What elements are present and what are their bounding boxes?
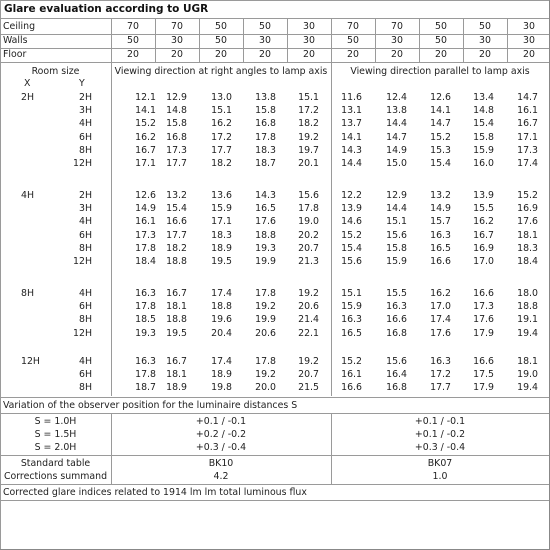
ugr-value-right: 20.1: [298, 158, 319, 169]
ugr-value-parallel: 13.9: [473, 190, 494, 201]
ugr-value-parallel: 15.4: [473, 118, 494, 129]
ugr-value-parallel: 16.3: [386, 301, 407, 312]
ugr-value-right: 12.6: [135, 190, 156, 201]
variation-right: +0.2 / -0.2: [195, 429, 247, 440]
ugr-value-right: 16.8: [166, 132, 187, 143]
ugr-value-right: 19.3: [135, 328, 156, 339]
room-x-value: 8H: [21, 288, 35, 299]
ugr-value-right: 19.7: [298, 145, 319, 156]
ugr-value-right: 20.0: [255, 382, 276, 393]
param-value: 50: [435, 35, 447, 46]
ugr-value-parallel: 16.3: [341, 314, 362, 325]
x-axis-header: X: [24, 78, 31, 89]
ugr-value-parallel: 14.7: [430, 118, 451, 129]
ugr-value-right: 14.8: [166, 105, 187, 116]
ugr-value-parallel: 17.9: [473, 382, 494, 393]
row-divider: [0, 413, 549, 414]
param-value: 30: [303, 35, 315, 46]
ugr-value-right: 16.7: [166, 288, 187, 299]
ugr-value-right: 17.3: [166, 145, 187, 156]
ugr-value-right: 16.3: [135, 356, 156, 367]
column-divider: [507, 18, 508, 62]
ugr-value-right: 17.8: [298, 203, 319, 214]
param-value: 20: [523, 49, 535, 60]
ugr-value-right: 15.8: [255, 105, 276, 116]
ugr-value-right: 16.8: [255, 118, 276, 129]
ugr-value-right: 19.2: [298, 132, 319, 143]
ugr-value-parallel: 17.4: [517, 158, 538, 169]
row-divider: [0, 0, 549, 1]
ugr-value-parallel: 15.6: [386, 230, 407, 241]
ugr-value-right: 12.1: [135, 92, 156, 103]
ugr-value-right: 14.9: [135, 203, 156, 214]
ugr-value-parallel: 14.4: [386, 203, 407, 214]
ugr-value-parallel: 14.9: [430, 203, 451, 214]
param-value: 30: [523, 35, 535, 46]
ugr-value-parallel: 18.1: [517, 230, 538, 241]
ugr-value-parallel: 14.7: [517, 92, 538, 103]
param-value: 30: [391, 35, 403, 46]
ugr-value-parallel: 15.0: [386, 158, 407, 169]
variation-s: S = 2.0H: [34, 442, 77, 453]
row-divider: [0, 18, 549, 19]
ugr-value-right: 19.8: [211, 382, 232, 393]
ugr-value-right: 18.8: [166, 314, 187, 325]
ugr-value-right: 19.5: [211, 256, 232, 267]
room-size-header: Room size: [31, 66, 80, 77]
ugr-value-parallel: 15.9: [386, 256, 407, 267]
ugr-value-right: 19.2: [298, 356, 319, 367]
ugr-value-right: 18.2: [166, 243, 187, 254]
param-value: 70: [391, 21, 403, 32]
ugr-value-right: 18.3: [211, 230, 232, 241]
param-label-walls: Walls: [3, 35, 28, 46]
ugr-value-parallel: 16.6: [386, 314, 407, 325]
ugr-value-right: 15.1: [211, 105, 232, 116]
ugr-value-parallel: 15.5: [386, 288, 407, 299]
ugr-value-parallel: 18.1: [517, 356, 538, 367]
ugr-value-right: 18.9: [211, 369, 232, 380]
ugr-value-parallel: 11.6: [341, 92, 362, 103]
param-value: 50: [215, 21, 227, 32]
ugr-value-parallel: 17.5: [473, 369, 494, 380]
ugr-value-parallel: 16.2: [430, 288, 451, 299]
ugr-value-parallel: 16.5: [341, 328, 362, 339]
ugr-value-right: 18.8: [211, 301, 232, 312]
ugr-value-parallel: 13.2: [430, 190, 451, 201]
ugr-value-right: 15.6: [298, 190, 319, 201]
param-value: 30: [523, 21, 535, 32]
ugr-value-parallel: 14.8: [473, 105, 494, 116]
ugr-value-right: 19.9: [255, 314, 276, 325]
ugr-value-parallel: 16.0: [473, 158, 494, 169]
ugr-value-right: 21.4: [298, 314, 319, 325]
ugr-value-right: 18.4: [135, 256, 156, 267]
ugr-value-right: 18.9: [211, 243, 232, 254]
ugr-value-right: 18.8: [255, 230, 276, 241]
ugr-value-right: 17.8: [255, 132, 276, 143]
ugr-value-parallel: 19.1: [517, 314, 538, 325]
column-divider: [419, 18, 420, 62]
room-y-value: 8H: [78, 243, 92, 254]
ugr-value-right: 21.5: [298, 382, 319, 393]
param-value: 50: [215, 35, 227, 46]
ugr-value-right: 18.2: [211, 158, 232, 169]
row-divider: [0, 62, 549, 63]
corrections-label: Corrections summand: [3, 471, 108, 482]
ugr-value-right: 17.7: [166, 158, 187, 169]
param-label-ceiling: Ceiling: [3, 21, 36, 32]
ugr-value-parallel: 15.1: [386, 216, 407, 227]
room-x-value: 2H: [21, 92, 35, 103]
ugr-value-parallel: 16.7: [473, 230, 494, 241]
ugr-value-right: 20.6: [298, 301, 319, 312]
ugr-value-parallel: 12.9: [386, 190, 407, 201]
ugr-value-parallel: 14.3: [341, 145, 362, 156]
ugr-value-parallel: 16.2: [473, 216, 494, 227]
ugr-value-right: 21.3: [298, 256, 319, 267]
ugr-value-parallel: 14.7: [386, 132, 407, 143]
ugr-value-right: 19.6: [211, 314, 232, 325]
standard-table-right: BK10: [208, 458, 234, 469]
param-value: 20: [259, 49, 271, 60]
ugr-value-parallel: 16.9: [517, 203, 538, 214]
ugr-value-right: 16.3: [135, 288, 156, 299]
ugr-value-right: 13.6: [211, 190, 232, 201]
ugr-value-parallel: 15.8: [473, 132, 494, 143]
ugr-value-right: 16.1: [135, 216, 156, 227]
param-value: 30: [259, 35, 271, 46]
y-axis-header: Y: [79, 78, 85, 89]
ugr-value-right: 17.4: [211, 288, 232, 299]
ugr-value-parallel: 15.9: [341, 301, 362, 312]
room-y-value: 4H: [78, 216, 92, 227]
ugr-value-parallel: 15.4: [430, 158, 451, 169]
corrections-parallel: 1.0: [432, 471, 448, 482]
ugr-value-right: 15.4: [166, 203, 187, 214]
ugr-value-parallel: 15.9: [473, 145, 494, 156]
ugr-value-right: 15.8: [166, 118, 187, 129]
param-value: 20: [479, 49, 491, 60]
ugr-value-parallel: 16.3: [430, 356, 451, 367]
ugr-value-right: 16.2: [135, 132, 156, 143]
ugr-value-parallel: 13.8: [386, 105, 407, 116]
ugr-value-parallel: 14.9: [386, 145, 407, 156]
ugr-value-right: 19.9: [255, 256, 276, 267]
ugr-value-parallel: 15.2: [341, 230, 362, 241]
column-divider: [243, 18, 244, 62]
ugr-value-parallel: 17.7: [430, 382, 451, 393]
direction-right-angles: Viewing direction at right angles to lamp axis: [114, 66, 328, 77]
ugr-value-right: 17.1: [135, 158, 156, 169]
ugr-value-right: 22.1: [298, 328, 319, 339]
ugr-value-parallel: 17.6: [517, 216, 538, 227]
variation-label: Variation of the observer position for the luminaire distances S: [3, 400, 298, 411]
ugr-value-parallel: 12.2: [341, 190, 362, 201]
ugr-value-parallel: 13.7: [341, 118, 362, 129]
param-value: 50: [259, 21, 271, 32]
ugr-value-right: 18.1: [166, 369, 187, 380]
param-value: 30: [479, 35, 491, 46]
room-y-value: 8H: [78, 382, 92, 393]
ugr-value-parallel: 17.4: [430, 314, 451, 325]
room-x-value: 12H: [21, 356, 40, 367]
ugr-value-right: 17.6: [255, 216, 276, 227]
ugr-value-right: 20.7: [298, 243, 319, 254]
direction-parallel: Viewing direction parallel to lamp axis: [350, 66, 530, 77]
variation-parallel: +0.3 / -0.4: [414, 442, 466, 453]
ugr-value-parallel: 18.8: [517, 301, 538, 312]
ugr-value-parallel: 16.9: [473, 243, 494, 254]
ugr-value-parallel: 17.6: [473, 314, 494, 325]
param-value: 20: [215, 49, 227, 60]
ugr-value-right: 19.3: [255, 243, 276, 254]
room-y-value: 2H: [78, 190, 92, 201]
ugr-value-right: 19.2: [255, 301, 276, 312]
ugr-value-parallel: 13.1: [341, 105, 362, 116]
ugr-value-right: 16.2: [211, 118, 232, 129]
ugr-value-right: 18.7: [255, 158, 276, 169]
ugr-value-right: 17.2: [298, 105, 319, 116]
ugr-value-parallel: 18.4: [517, 256, 538, 267]
ugr-value-parallel: 16.1: [341, 369, 362, 380]
ugr-value-right: 17.2: [211, 132, 232, 143]
ugr-value-parallel: 15.8: [386, 243, 407, 254]
param-value: 70: [171, 21, 183, 32]
row-divider: [0, 500, 549, 501]
column-divider: [331, 18, 332, 62]
ugr-value-parallel: 19.4: [517, 382, 538, 393]
ugr-value-parallel: 16.6: [473, 288, 494, 299]
column-divider: [111, 18, 112, 62]
ugr-value-parallel: 17.0: [473, 256, 494, 267]
ugr-value-parallel: 15.3: [430, 145, 451, 156]
ugr-value-parallel: 19.0: [517, 369, 538, 380]
ugr-value-right: 15.2: [135, 118, 156, 129]
ugr-value-right: 17.1: [211, 216, 232, 227]
param-value: 30: [303, 21, 315, 32]
ugr-value-right: 15.1: [298, 92, 319, 103]
ugr-value-right: 18.7: [135, 382, 156, 393]
ugr-value-parallel: 18.3: [517, 243, 538, 254]
ugr-value-parallel: 16.3: [430, 230, 451, 241]
ugr-value-parallel: 16.1: [517, 105, 538, 116]
param-value: 20: [391, 49, 403, 60]
room-y-value: 4H: [78, 118, 92, 129]
room-y-value: 4H: [78, 288, 92, 299]
ugr-value-right: 17.8: [255, 288, 276, 299]
ugr-value-parallel: 16.5: [430, 243, 451, 254]
room-y-value: 12H: [73, 328, 92, 339]
ugr-value-parallel: 14.4: [341, 158, 362, 169]
row-divider: [0, 397, 549, 398]
column-divider: [287, 18, 288, 62]
ugr-value-parallel: 16.7: [517, 118, 538, 129]
ugr-value-parallel: 16.6: [473, 356, 494, 367]
ugr-value-parallel: 17.6: [430, 328, 451, 339]
param-value: 70: [347, 21, 359, 32]
ugr-value-right: 17.3: [135, 230, 156, 241]
ugr-value-right: 17.4: [211, 356, 232, 367]
room-y-value: 6H: [78, 132, 92, 143]
param-value: 30: [171, 35, 183, 46]
ugr-value-parallel: 13.4: [473, 92, 494, 103]
ugr-value-right: 13.8: [255, 92, 276, 103]
param-value: 20: [127, 49, 139, 60]
param-value: 50: [479, 21, 491, 32]
ugr-value-right: 18.5: [135, 314, 156, 325]
column-divider: [199, 18, 200, 62]
room-y-value: 4H: [78, 356, 92, 367]
param-value: 20: [347, 49, 359, 60]
ugr-value-right: 17.7: [166, 230, 187, 241]
ugr-value-parallel: 14.1: [430, 105, 451, 116]
ugr-value-right: 16.7: [135, 145, 156, 156]
room-y-value: 8H: [78, 145, 92, 156]
param-value: 50: [435, 21, 447, 32]
ugr-value-parallel: 14.4: [386, 118, 407, 129]
table-title: Glare evaluation according to UGR: [4, 3, 209, 15]
ugr-value-right: 17.8: [135, 243, 156, 254]
ugr-value-parallel: 16.8: [386, 328, 407, 339]
room-x-value: 4H: [21, 190, 35, 201]
ugr-value-parallel: 12.4: [386, 92, 407, 103]
ugr-value-parallel: 16.6: [430, 256, 451, 267]
param-value: 20: [171, 49, 183, 60]
ugr-value-parallel: 15.1: [341, 288, 362, 299]
ugr-value-parallel: 12.6: [430, 92, 451, 103]
room-y-value: 6H: [78, 369, 92, 380]
ugr-value-right: 15.9: [211, 203, 232, 214]
room-y-value: 3H: [78, 203, 92, 214]
ugr-value-parallel: 17.3: [517, 145, 538, 156]
ugr-value-right: 13.2: [166, 190, 187, 201]
ugr-value-parallel: 17.1: [517, 132, 538, 143]
ugr-value-parallel: 17.3: [473, 301, 494, 312]
footer-note: Corrected glare indices related to 1914 lm lm total luminous flux: [3, 487, 307, 498]
ugr-value-right: 17.7: [211, 145, 232, 156]
room-y-value: 3H: [78, 105, 92, 116]
ugr-value-parallel: 16.8: [386, 382, 407, 393]
ugr-value-right: 17.8: [135, 301, 156, 312]
row-divider: [0, 455, 549, 456]
room-y-value: 6H: [78, 301, 92, 312]
ugr-value-parallel: 17.0: [430, 301, 451, 312]
ugr-value-parallel: 15.7: [430, 216, 451, 227]
column-divider: [111, 62, 112, 396]
column-divider: [463, 18, 464, 62]
variation-s: S = 1.5H: [34, 429, 77, 440]
ugr-value-right: 16.6: [166, 216, 187, 227]
ugr-value-parallel: 16.4: [386, 369, 407, 380]
variation-s: S = 1.0H: [34, 416, 77, 427]
ugr-value-parallel: 14.1: [341, 132, 362, 143]
ugr-value-right: 14.1: [135, 105, 156, 116]
room-y-value: 8H: [78, 314, 92, 325]
column-divider: [331, 62, 332, 396]
ugr-value-parallel: 13.9: [341, 203, 362, 214]
ugr-value-right: 13.0: [211, 92, 232, 103]
ugr-value-parallel: 19.4: [517, 328, 538, 339]
variation-right: +0.1 / -0.1: [195, 416, 247, 427]
ugr-value-parallel: 14.6: [341, 216, 362, 227]
column-divider: [155, 18, 156, 62]
param-value: 20: [303, 49, 315, 60]
variation-parallel: +0.1 / -0.1: [414, 416, 466, 427]
corrections-right: 4.2: [213, 471, 229, 482]
ugr-value-right: 14.3: [255, 190, 276, 201]
ugr-value-parallel: 15.2: [341, 356, 362, 367]
ugr-value-parallel: 15.4: [341, 243, 362, 254]
param-value: 70: [127, 21, 139, 32]
standard-table-label: Standard table: [20, 458, 91, 469]
variation-parallel: +0.1 / -0.2: [414, 429, 466, 440]
room-y-value: 6H: [78, 230, 92, 241]
ugr-value-right: 18.1: [166, 301, 187, 312]
ugr-value-right: 20.2: [298, 230, 319, 241]
room-y-value: 12H: [73, 158, 92, 169]
ugr-value-parallel: 15.2: [517, 190, 538, 201]
ugr-value-right: 18.8: [166, 256, 187, 267]
variation-right: +0.3 / -0.4: [195, 442, 247, 453]
ugr-value-right: 18.9: [166, 382, 187, 393]
ugr-value-parallel: 18.0: [517, 288, 538, 299]
ugr-value-right: 19.5: [166, 328, 187, 339]
ugr-value-right: 17.8: [255, 356, 276, 367]
ugr-value-right: 12.9: [166, 92, 187, 103]
row-divider: [0, 484, 549, 485]
column-divider: [375, 18, 376, 62]
param-value: 50: [347, 35, 359, 46]
ugr-value-right: 16.5: [255, 203, 276, 214]
ugr-value-parallel: 15.6: [341, 256, 362, 267]
ugr-value-right: 20.4: [211, 328, 232, 339]
param-label-floor: Floor: [3, 49, 27, 60]
ugr-value-right: 20.6: [255, 328, 276, 339]
ugr-value-right: 16.7: [166, 356, 187, 367]
ugr-value-right: 19.0: [298, 216, 319, 227]
ugr-value-right: 18.2: [298, 118, 319, 129]
ugr-value-parallel: 15.2: [430, 132, 451, 143]
ugr-value-parallel: 16.6: [341, 382, 362, 393]
ugr-value-right: 19.2: [255, 369, 276, 380]
ugr-value-parallel: 17.9: [473, 328, 494, 339]
ugr-value-parallel: 15.5: [473, 203, 494, 214]
room-y-value: 2H: [78, 92, 92, 103]
ugr-value-right: 20.7: [298, 369, 319, 380]
ugr-value-right: 19.2: [298, 288, 319, 299]
ugr-value-right: 17.8: [135, 369, 156, 380]
param-value: 20: [435, 49, 447, 60]
ugr-value-parallel: 17.2: [430, 369, 451, 380]
param-value: 50: [127, 35, 139, 46]
room-y-value: 12H: [73, 256, 92, 267]
standard-table-parallel: BK07: [427, 458, 453, 469]
ugr-value-parallel: 15.6: [386, 356, 407, 367]
ugr-value-right: 18.3: [255, 145, 276, 156]
